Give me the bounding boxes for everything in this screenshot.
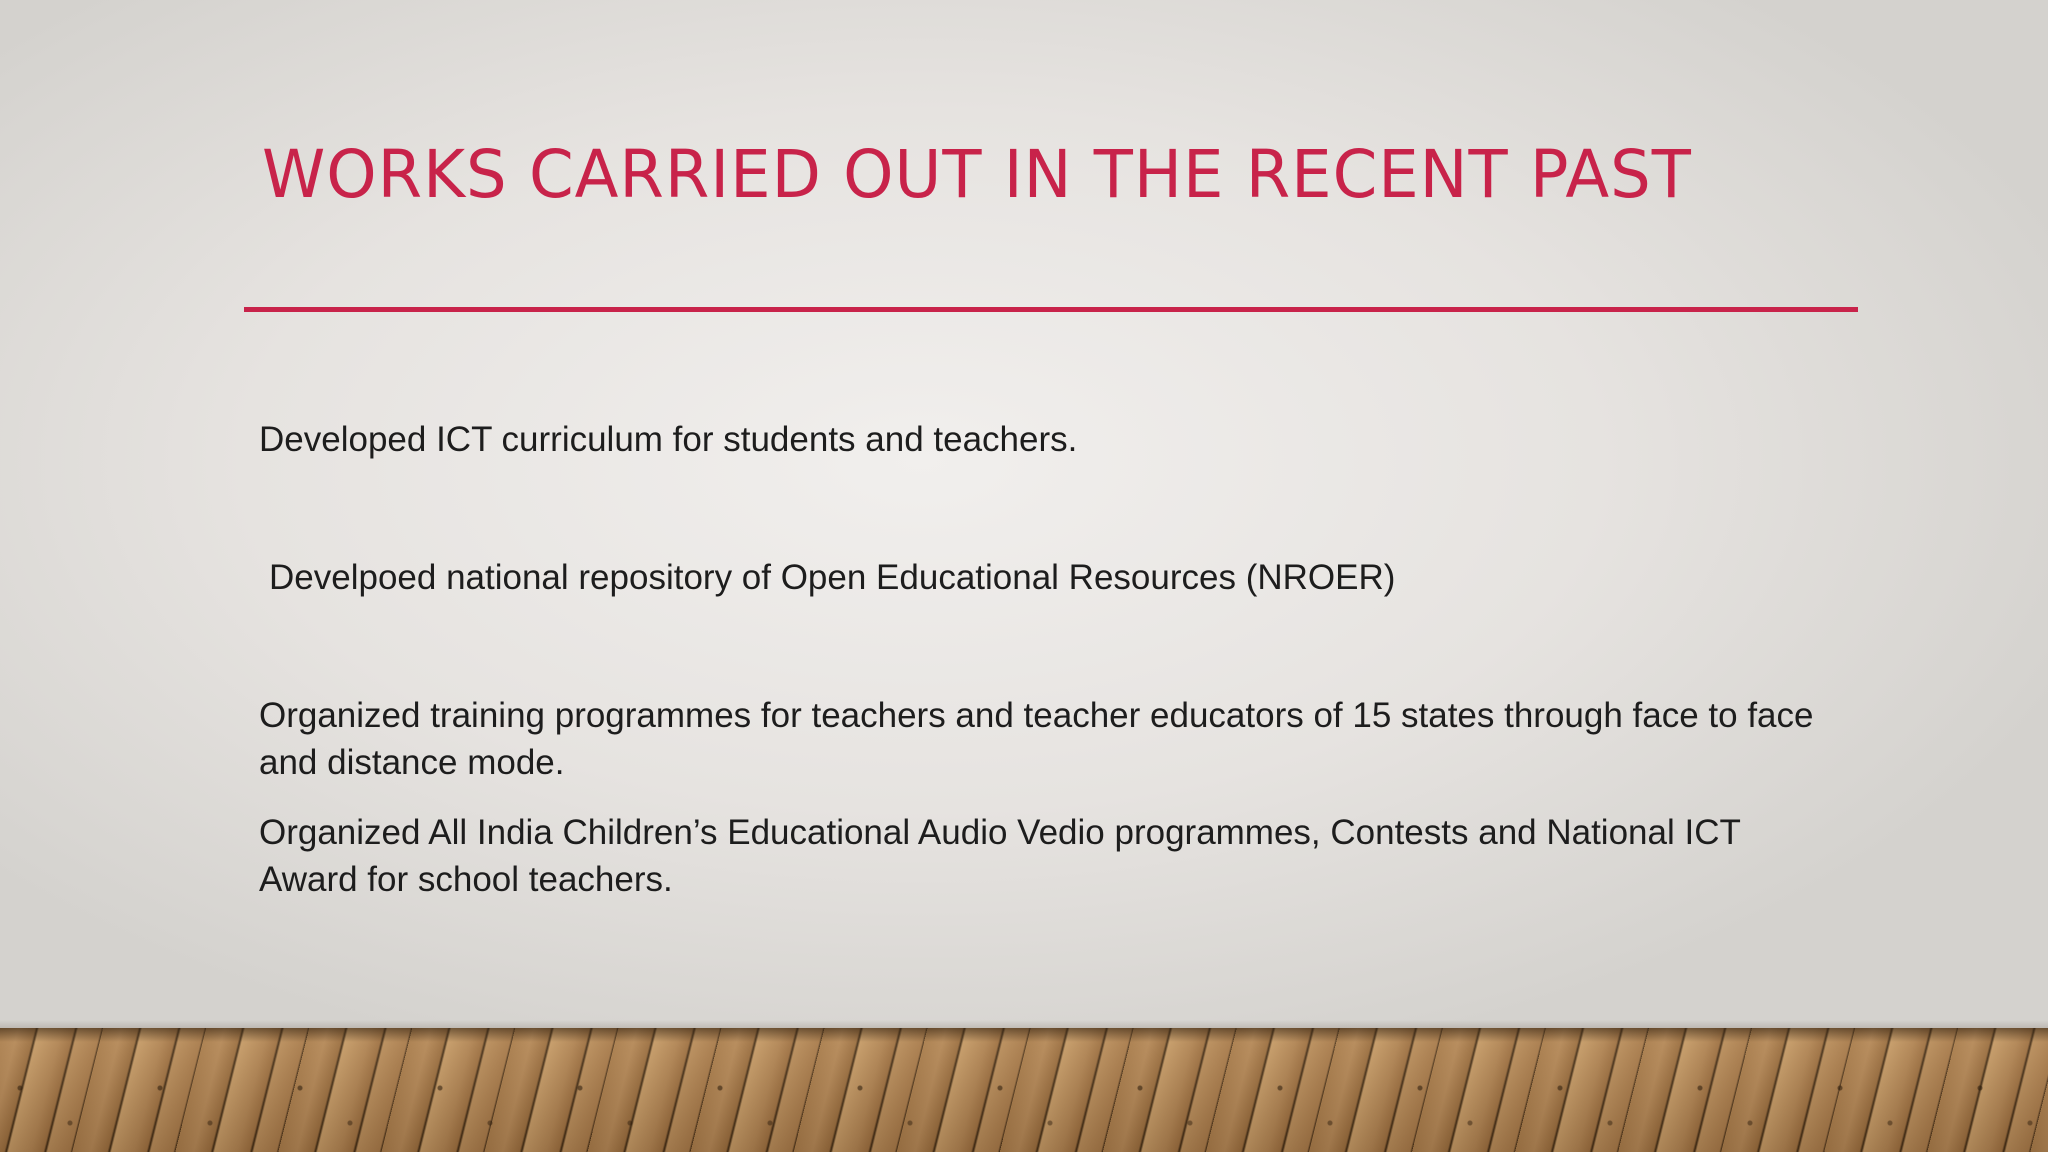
bullet-point: Develpoed national repository of Open Educational Resources (NROER) [269, 558, 1396, 597]
slide-title: WORKS CARRIED OUT IN THE RECENT PAST [262, 136, 1692, 213]
title-divider [244, 307, 1858, 312]
bullet-point: Organized All India Children’s Educational Audio Vedio programmes, Contests and National ICT Award for school teachers. [259, 813, 1741, 899]
floor-nail-marks [0, 1028, 2048, 1152]
bullet-point: Developed ICT curriculum for students and teachers. [259, 420, 1078, 459]
bullet-point: Organized training programmes for teachers and teacher educators of 15 states through face to face and distance mode. [259, 696, 1814, 782]
